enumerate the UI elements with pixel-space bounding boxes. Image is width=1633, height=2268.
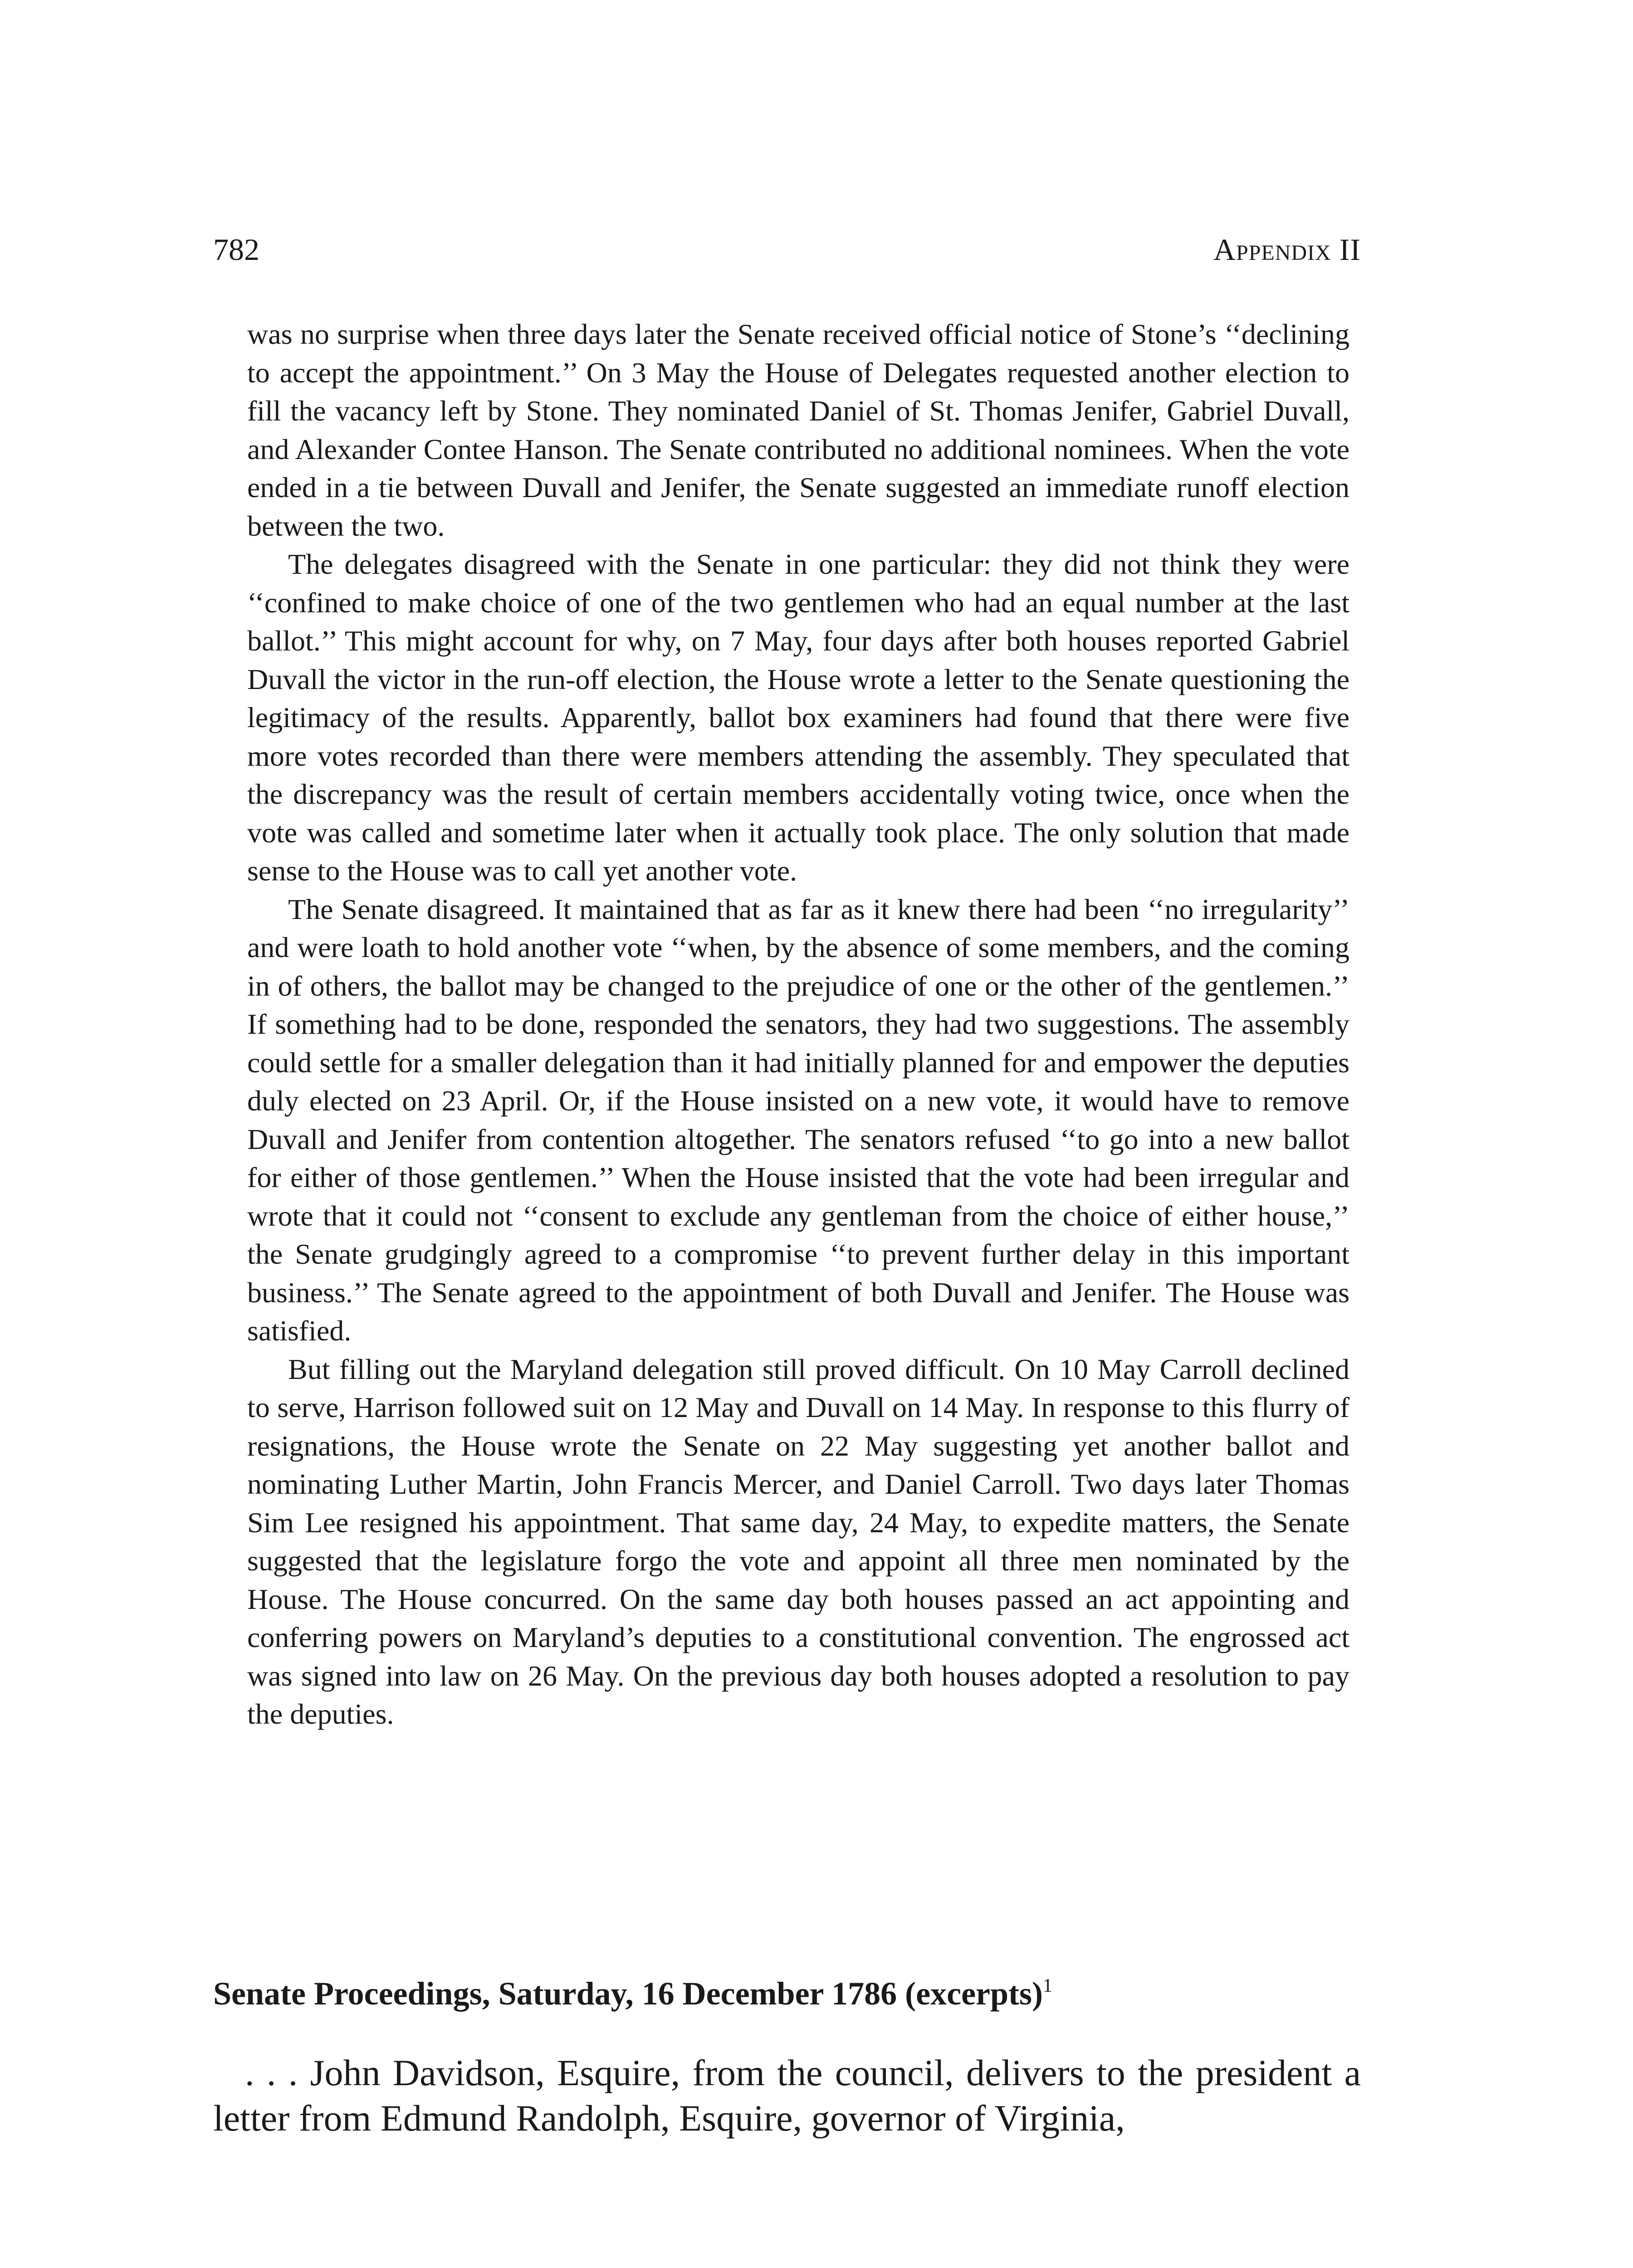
page-number: 782	[213, 232, 259, 267]
excerpt-paragraph: . . . John Davidson, Esquire, from the council, delivers to the president a letter from Edmund Randolph, Esquire, governor of Virginia,	[213, 2052, 1361, 2139]
body-paragraph: was no surprise when three days later the Senate received official notice of Stone’s ‘‘declining to accept the appointment.’’ On 3 May the House of Delegates requested another election to fill the vacancy left by Stone. They nominated Daniel of St. Thomas Jenifer, Gabriel Duvall, and Alexander Contee Hanson. The Senate contributed no additional nominees. When the vote ended in a tie between Duvall and Jenifer, the Senate suggested an immediate runoff election between the two.	[247, 318, 1349, 542]
document-heading	[213, 1971, 1361, 2016]
running-head	[213, 229, 1361, 270]
appendix-title: Appendix II	[1213, 232, 1361, 267]
body-text	[247, 315, 1349, 1734]
heading-text: Senate Proceedings, Saturday, 16 December 1786 (excerpts)	[213, 1975, 1043, 2012]
body-paragraph: But filling out the Maryland delegation still proved difficult. On 10 May Carroll declined to serve, Harrison followed suit on 12 May and Duvall on 14 May. In response to this flurry of resignations, the House wrote the Senate on 22 May suggesting yet another ballot and nominating Luther Martin, John Francis Mercer, and Daniel Carroll. Two days later Thomas Sim Lee resigned his appointment. That same day, 24 May, to expedite matters, the Senate suggested that the legislature forgo the vote and appoint all three men nominated by the House. The House concurred. On the same day both houses passed an act appointing and conferring powers on Maryland’s deputies to a constitutional convention. The engrossed act was signed into law on 26 May. On the previous day both houses adopted a resolution to pay the deputies.	[247, 1353, 1349, 1730]
document-excerpt	[213, 2050, 1361, 2141]
body-paragraph: The Senate disagreed. It maintained that as far as it knew there had been ‘‘no irregularity’’ and were loath to hold another vote ‘‘when, by the absence of some members, and the coming in of others, the ballot may be changed to the prejudice of one or the other of the gentlemen.’’ If something had to be done, responded the senators, they had two suggestions. The assembly could settle for a smaller delegation than it had initially planned for and empower the deputies duly elected on 23 April. Or, if the House insisted on a new vote, it would have to remove Duvall and Jenifer from contention altogether. The senators refused ‘‘to go into a new ballot for either of those gentlemen.’’ When the House insisted that the vote had been irregular and wrote that it could not ‘‘consent to exclude any gentleman from the choice of either house,’’ the Senate grudgingly agreed to a compromise ‘‘to prevent further delay in this important business.’’ The Senate agreed to the appointment of both Duvall and Jenifer. The House was satisfied.	[247, 893, 1349, 1347]
footnote-marker: 1	[1043, 1975, 1053, 1996]
body-paragraph: The delegates disagreed with the Senate in one particular: they did not think they were ‘‘confined to make choice of one of the two gentlemen who had an equal number at the last ballot.’’ This might account for why, on 7 May, four days after both houses reported Gabriel Duvall the victor in the run-off election, the House wrote a letter to the Senate questioning the legitimacy of the results. Apparently, ballot box examiners had found that there were five more votes recorded than there were members attending the assembly. They speculated that the discrepancy was the result of certain members accidentally voting twice, once when the vote was called and sometime later when it actually took place. The only solution that made sense to the House was to call yet another vote.	[247, 548, 1349, 887]
